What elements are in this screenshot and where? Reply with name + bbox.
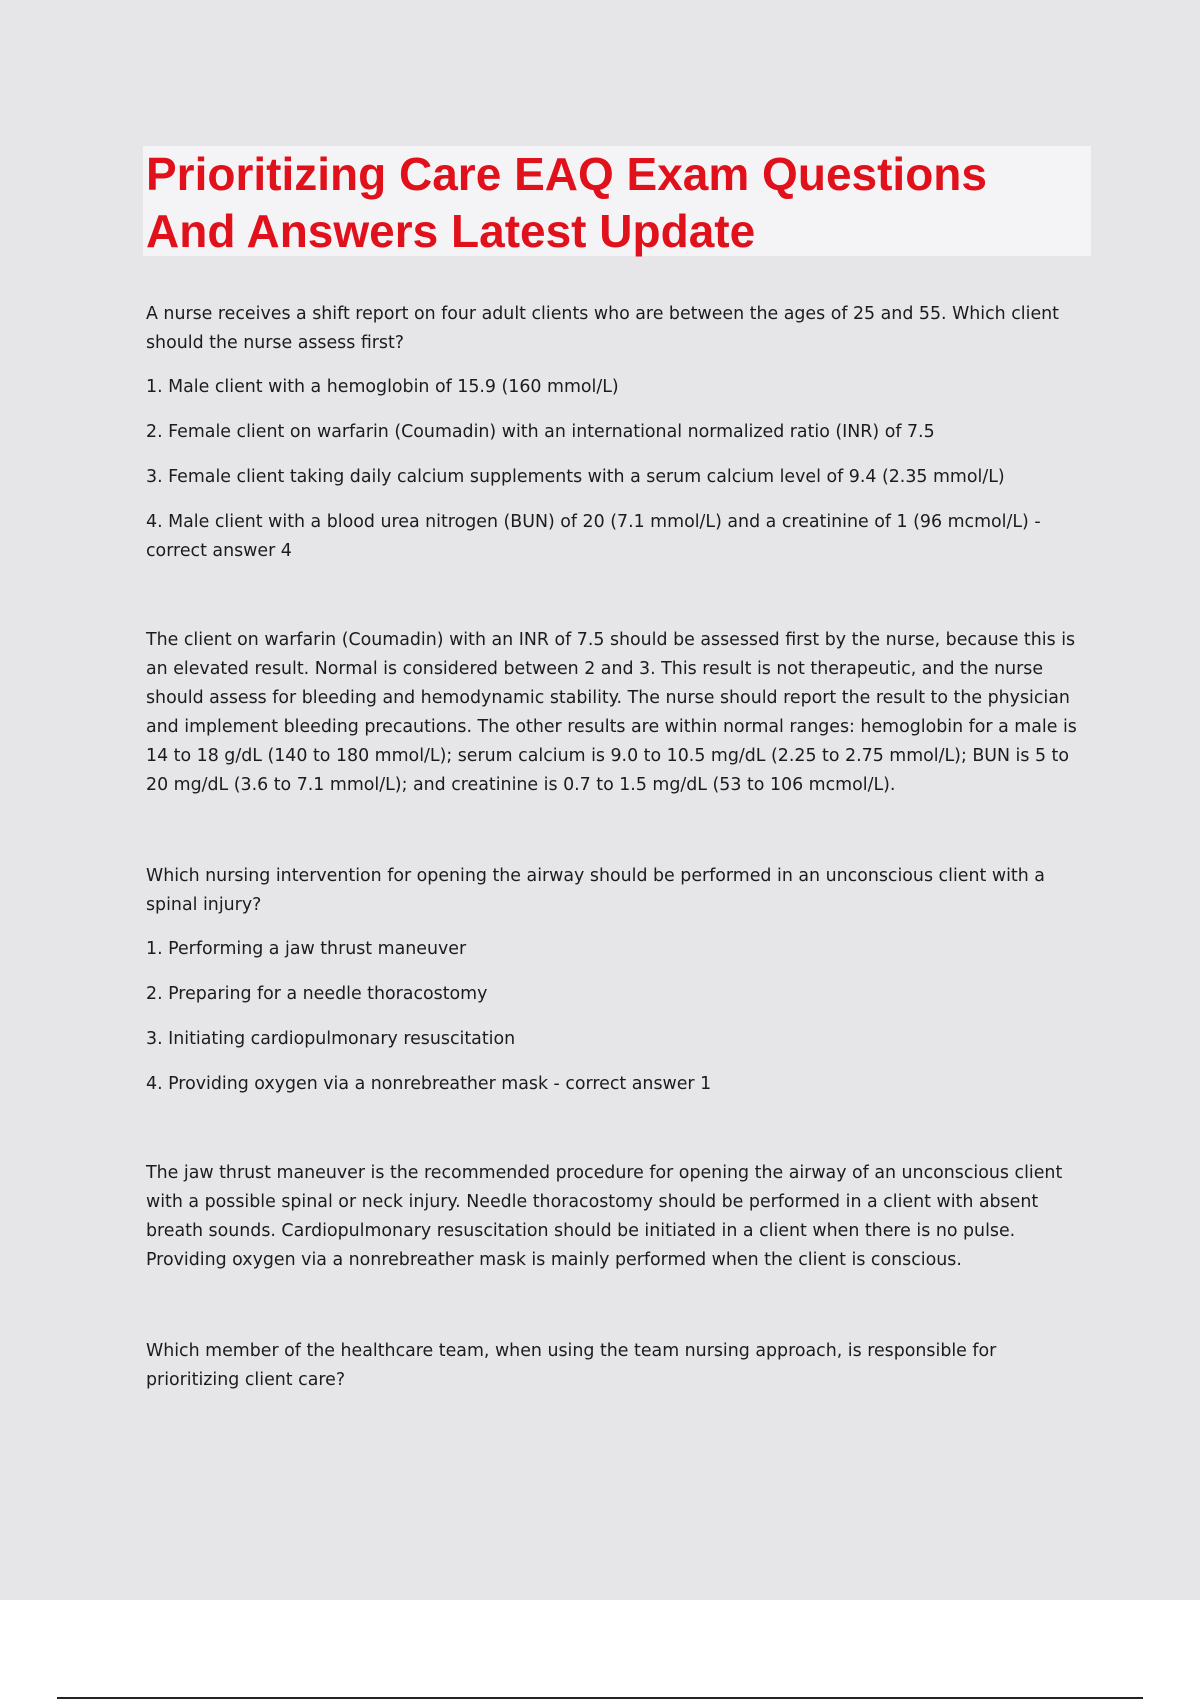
answer-option: 2. Preparing for a needle thoracostomy bbox=[146, 984, 488, 1004]
page-divider bbox=[57, 1697, 1143, 1699]
answer-option: 4. Male client with a blood urea nitrogen (BUN) of 20 (7.1 mmol/L) and a creatinine of 1 (96 mcmol/L) - correct answer 4 bbox=[146, 512, 1041, 561]
question-text: Which member of the healthcare team, when using the team nursing approach, is responsible for prioritizing client care? bbox=[146, 1341, 997, 1390]
document-body bbox=[146, 300, 1086, 1410]
answer-explanation: The client on warfarin (Coumadin) with an INR of 7.5 should be assessed first by the nurse, because this is an elevated result. Normal is considered between 2 and 3. This result is not therapeutic, and the nurse should assess for bleeding and hemodynamic stability. The nurse should report the result to the physician and implement bleeding precautions. The other results are within normal ranges: hemoglobin for a male is 14 to 18 g/dL (140 to 180 mmol/L); serum calcium is 9.0 to 10.5 mg/dL (2.25 to 2.75 mmol/L); BUN is 5 to 20 mg/dL (3.6 to 7.1 mmol/L); and creatinine is 0.7 to 1.5 mg/dL (53 to 106 mcmol/L). bbox=[146, 630, 1077, 795]
answer-option: 3. Female client taking daily calcium supplements with a serum calcium level of 9.4 (2.35 mmol/L) bbox=[146, 467, 1005, 487]
answer-option: 2. Female client on warfarin (Coumadin) with an international normalized ratio (INR) of 7.5 bbox=[146, 422, 935, 442]
answer-option: 1. Performing a jaw thrust maneuver bbox=[146, 939, 467, 959]
document-title: Prioritizing Care EAQ Exam Questions And Answers Latest Update bbox=[146, 148, 987, 257]
answer-option: 1. Male client with a hemoglobin of 15.9 (160 mmol/L) bbox=[146, 377, 619, 397]
question-text: A nurse receives a shift report on four adult clients who are between the ages of 25 and 55. Which client should the nurse assess first? bbox=[146, 304, 1059, 353]
answer-option: 3. Initiating cardiopulmonary resuscitation bbox=[146, 1029, 516, 1049]
answer-option: 4. Providing oxygen via a nonrebreather mask - correct answer 1 bbox=[146, 1074, 712, 1094]
question-text: Which nursing intervention for opening the airway should be performed in an unconscious client with a spinal injury? bbox=[146, 866, 1045, 915]
answer-explanation: The jaw thrust maneuver is the recommended procedure for opening the airway of an unconscious client with a possible spinal or neck injury. Needle thoracostomy should be performed in a client with absent breath sounds. Cardiopulmonary resuscitation should be initiated in a client when there is no pulse. Providing oxygen via a nonrebreather mask is mainly performed when the client is conscious. bbox=[146, 1163, 1063, 1270]
